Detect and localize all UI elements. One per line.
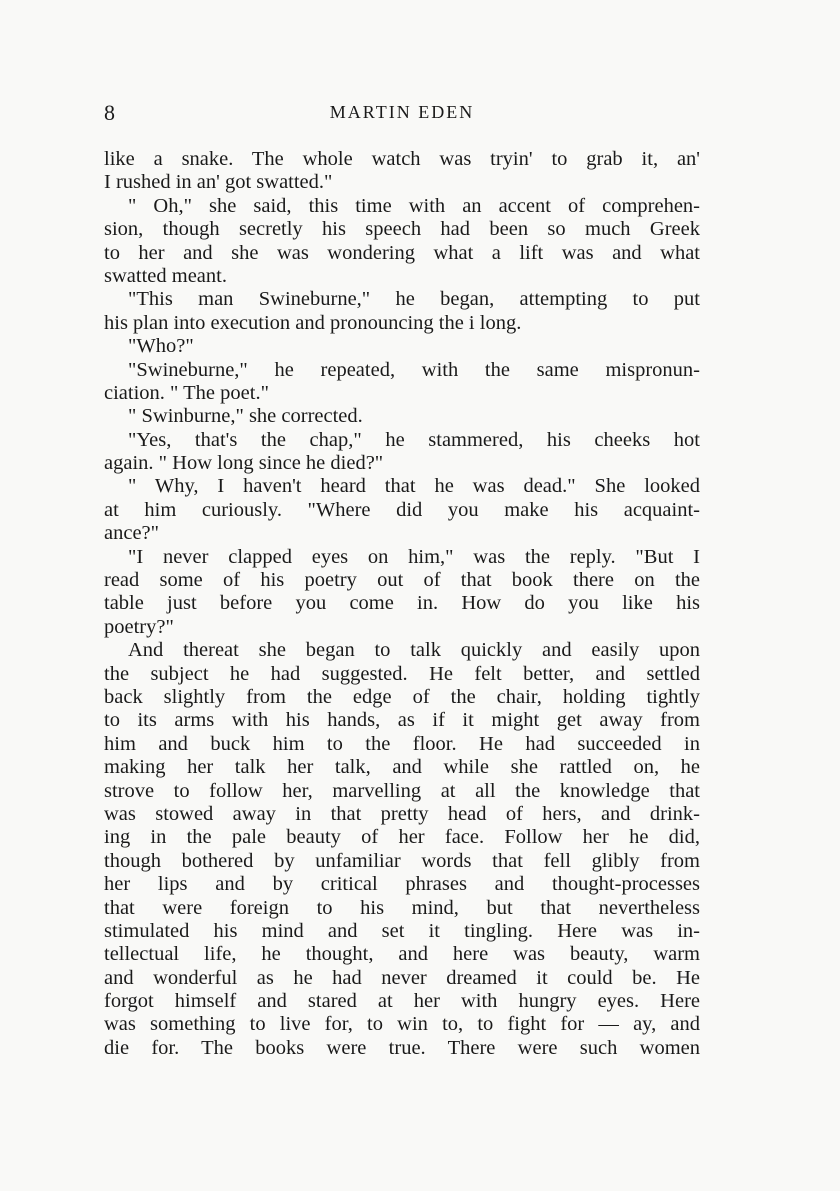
text-line: poetry?" xyxy=(104,615,174,638)
text-line: sion, though secretly his speech had been so much Greek xyxy=(104,218,700,241)
text-line: read some of his poetry out of that book there on the xyxy=(104,569,700,592)
text-line: " Swinburne," she corrected. xyxy=(128,405,363,428)
text-line: and wonderful as he had never dreamed it could be. He xyxy=(104,966,700,989)
running-title: MARTIN EDEN xyxy=(329,102,475,122)
text-line: "Swineburne," he repeated, with the same mispronun- xyxy=(128,358,700,381)
page-number: 8 xyxy=(104,100,115,125)
body-text xyxy=(104,148,700,1060)
text-line: ing in the pale beauty of her face. Follow her he did, xyxy=(104,826,700,849)
text-line: like a snake. The whole watch was tryin' to grab it, an' xyxy=(104,148,700,170)
text-line: table just before you come in. How do you like his xyxy=(104,592,700,615)
text-line: "I never clapped eyes on him," was the reply. "But I xyxy=(128,545,700,568)
text-line: was something to live for, to win to, to fight for — ay, and xyxy=(104,1013,700,1036)
text-line: die for. The books were true. There were such women xyxy=(104,1036,700,1059)
text-line: stimulated his mind and set it tingling. Here was in- xyxy=(104,919,700,942)
text-line: back slightly from the edge of the chair, holding tightly xyxy=(104,685,700,708)
text-line: forgot himself and stared at her with hungry eyes. Here xyxy=(104,990,700,1013)
text-line: " Oh," she said, this time with an accent of comprehen- xyxy=(128,194,700,217)
text-line: again. " How long since he died?" xyxy=(104,452,384,475)
text-line: that were foreign to his mind, but that nevertheless xyxy=(104,896,700,919)
text-line: was stowed away in that pretty head of hers, and drink- xyxy=(104,802,700,825)
text-line: And thereat she began to talk quickly and easily upon xyxy=(128,639,700,662)
text-line: making her talk her talk, and while she rattled on, he xyxy=(104,756,700,779)
text-line: I rushed in an' got swatted." xyxy=(104,171,333,194)
text-line: strove to follow her, marvelling at all the knowledge that xyxy=(104,779,700,802)
text-line: " Why, I haven't heard that he was dead." She looked xyxy=(128,475,700,498)
text-line: swatted meant. xyxy=(104,264,227,287)
text-line: "This man Swineburne," he began, attempting to put xyxy=(128,288,700,311)
text-line: to its arms with his hands, as if it might get away from xyxy=(104,709,700,732)
text-line: though bothered by unfamiliar words that fell glibly from xyxy=(104,849,700,872)
text-line: to her and she was wondering what a lift was and what xyxy=(104,241,700,264)
text-line: "Who?" xyxy=(128,335,194,358)
text-line: his plan into execution and pronouncing the i long. xyxy=(104,311,522,334)
text-line: "Yes, that's the chap," he stammered, his cheeks hot xyxy=(128,428,700,451)
text-line: the subject he had suggested. He felt better, and settled xyxy=(104,662,700,685)
text-line: at him curiously. "Where did you make his acquaint- xyxy=(104,498,700,521)
text-line: ance?" xyxy=(104,522,160,545)
text-line: tellectual life, he thought, and here was beauty, warm xyxy=(104,943,700,966)
text-line: ciation. " The poet." xyxy=(104,381,269,404)
text-line: him and buck him to the floor. He had succeeded in xyxy=(104,732,700,755)
page-header xyxy=(104,100,700,130)
text-line: her lips and by critical phrases and thought-processes xyxy=(104,873,700,896)
